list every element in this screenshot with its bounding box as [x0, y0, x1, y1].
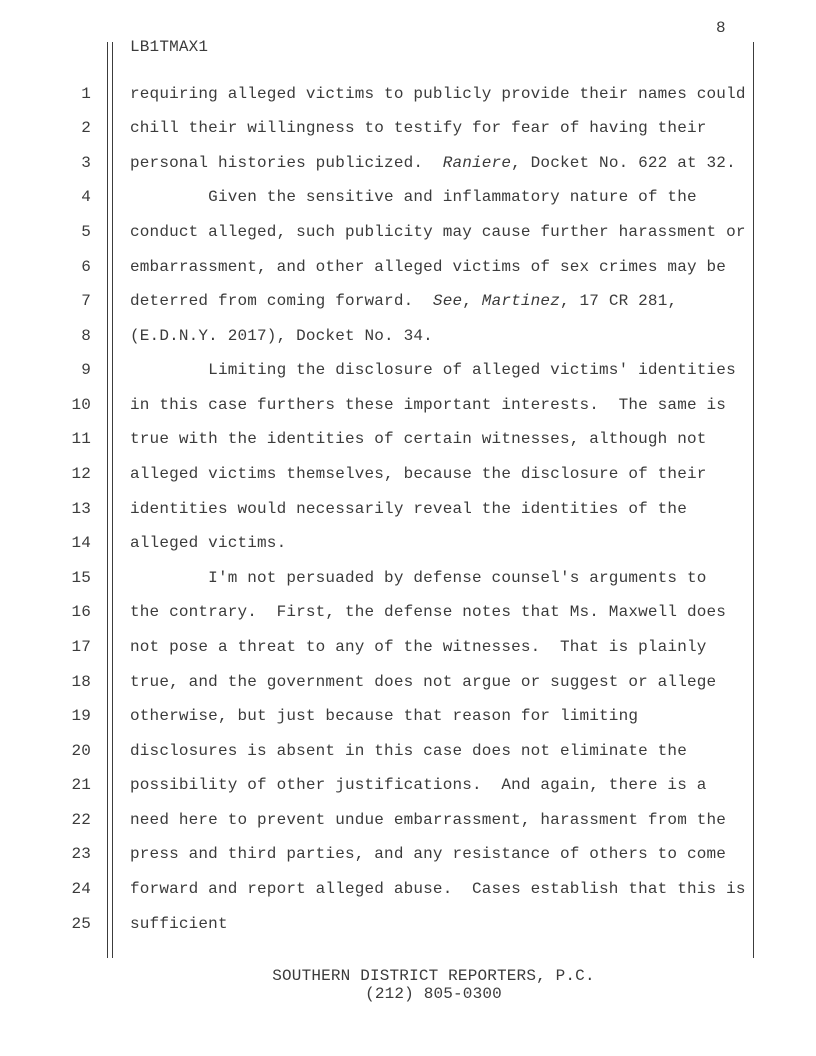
line-text: identities would necessarily reveal the identities of the: [130, 499, 687, 518]
transcript-line: [0, 837, 816, 872]
header-document-id: LB1TMAX1: [130, 38, 209, 56]
transcript-line: [0, 803, 816, 838]
line-number: 18: [71, 672, 91, 691]
line-text: disclosures is absent in this case does not eliminate the: [130, 741, 687, 760]
line-number: 22: [71, 810, 91, 829]
line-number: 21: [71, 776, 91, 795]
line-number: 10: [71, 395, 91, 414]
page-number: 8: [716, 19, 726, 37]
transcript-line: [0, 180, 816, 215]
transcript-line: [0, 388, 816, 423]
transcript-line: [0, 595, 816, 630]
line-number: 5: [81, 223, 91, 241]
line-text: chill their willingness to testify for fear of having their: [130, 119, 707, 138]
line-text: in this case furthers these important interests. The same is: [130, 395, 727, 414]
line-text: possibility of other justifications. And again, there is a: [130, 776, 707, 795]
line-number: 25: [71, 914, 91, 933]
transcript-line: [0, 561, 816, 596]
transcript-line: [0, 111, 816, 146]
transcript-line: [0, 146, 816, 181]
line-text: not pose a threat to any of the witnesses. That is plainly: [130, 637, 707, 656]
line-number: 12: [71, 465, 91, 484]
line-text: otherwise, but just because that reason for limiting: [130, 707, 639, 726]
transcript-line: [0, 353, 816, 388]
line-number: 2: [81, 119, 91, 138]
reporter-footer: [130, 968, 737, 1004]
transcript-line: [0, 422, 816, 457]
transcript-line: [0, 768, 816, 803]
transcript-line: [0, 526, 816, 561]
line-text: conduct alleged, such publicity may cause further harassment or: [130, 223, 746, 241]
line-text: Given the sensitive and inflammatory nature of the: [130, 188, 697, 207]
line-text: embarrassment, and other alleged victims of sex crimes may be: [130, 257, 727, 276]
line-number: 3: [81, 153, 91, 172]
line-number: 15: [71, 568, 91, 587]
reporter-name: SOUTHERN DISTRICT REPORTERS, P.C.: [272, 967, 595, 985]
transcript-line: [0, 457, 816, 492]
line-number: 8: [81, 326, 91, 345]
line-number: 16: [71, 603, 91, 622]
line-number: 20: [71, 741, 91, 760]
reporter-phone: (212) 805-0300: [365, 984, 502, 1003]
line-text: need here to prevent undue embarrassment, harassment from the: [130, 810, 727, 829]
line-text: true, and the government does not argue or suggest or allege: [130, 672, 717, 691]
line-number: 23: [71, 845, 91, 864]
transcript-line: [0, 250, 816, 285]
line-number: 6: [81, 257, 91, 276]
line-text: the contrary. First, the defense notes that Ms. Maxwell does: [130, 603, 727, 622]
transcript-line: [0, 319, 816, 354]
line-text: requiring alleged victims to publicly provide their names could: [130, 84, 746, 103]
line-number: 4: [81, 188, 91, 207]
line-text: alleged victims themselves, because the disclosure of their: [130, 465, 707, 484]
line-number: 17: [71, 637, 91, 656]
transcript-line: [0, 734, 816, 769]
line-text: I'm not persuaded by defense counsel's arguments to: [130, 568, 707, 587]
transcript-line: [0, 492, 816, 527]
line-number: 13: [71, 499, 91, 518]
line-text: forward and report alleged abuse. Cases establish that this is: [130, 879, 746, 898]
line-text: personal histories publicized. Raniere, Docket No. 622 at 32.: [130, 153, 736, 172]
line-text: sufficient: [130, 914, 228, 933]
transcript-line: [0, 665, 816, 700]
transcript-line: [0, 699, 816, 734]
line-text: (E.D.N.Y. 2017), Docket No. 34.: [130, 326, 433, 345]
transcript-line: [0, 284, 816, 319]
line-number: 24: [71, 879, 91, 898]
transcript-line: [0, 215, 816, 250]
transcript-line: [0, 907, 816, 942]
line-text: Limiting the disclosure of alleged victims' identities: [130, 361, 736, 380]
line-number: 7: [81, 292, 91, 311]
line-text: deterred from coming forward. See, Martinez, 17 CR 281,: [130, 292, 678, 311]
transcript-line: [0, 872, 816, 907]
line-number: 11: [71, 430, 91, 449]
line-number: 1: [81, 84, 91, 103]
line-number: 14: [71, 534, 91, 553]
transcript-body: [0, 77, 816, 941]
transcript-line: [0, 77, 816, 112]
line-text: true with the identities of certain witnesses, although not: [130, 430, 707, 449]
line-text: alleged victims.: [130, 534, 287, 553]
line-number: 9: [81, 361, 91, 380]
line-text: press and third parties, and any resistance of others to come: [130, 845, 727, 864]
transcript-line: [0, 630, 816, 665]
line-number: 19: [71, 707, 91, 726]
